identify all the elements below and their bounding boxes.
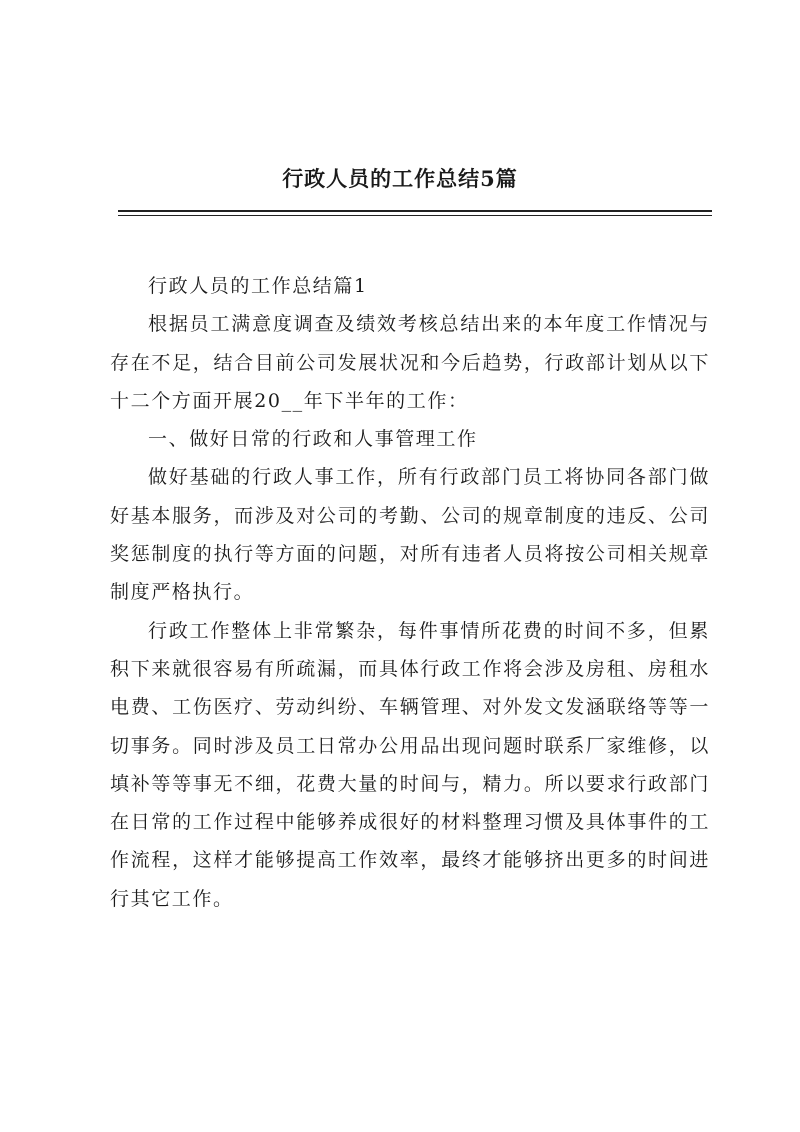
document-title: 行政人员的工作总结5篇 bbox=[282, 166, 518, 191]
title-divider bbox=[118, 210, 712, 216]
paragraph: 行政工作整体上非常繁杂，每件事情所花费的时间不多，但累积下来就很容易有所疏漏，而具体行政工作将会涉及房租、房租水电费、工伤医疗、劳动纠纷、车辆管理、对外发文发涵联络等等一切事务。同时涉及员工日常办公用品出现问题时联系厂家维修，以填补等等事无不细，花费大量的时间与，精力。所以要求行政部门在日常的工作过程中能够养成很好的材料整理习惯及具体事件的工作流程，这样才能够提高工作效率，最终才能够挤出更多的时间进行其它工作。 bbox=[110, 619, 710, 910]
section-heading: 行政人员的工作总结篇1 bbox=[148, 275, 368, 297]
subsection-heading: 一、做好日常的行政和人事管理工作 bbox=[148, 428, 478, 451]
paragraph: 做好基础的行政人事工作，所有行政部门员工将协同各部门做好基本服务，而涉及对公司的考勤、公司的规章制度的违反、公司奖惩制度的执行等方面的问题，对所有违者人员将按公司相关规章制度严格执行。 bbox=[110, 466, 710, 604]
paragraph-intro: 根据员工满意度调查及绩效考核总结出来的本年度工作情况与存在不足，结合目前公司发展状况和今后趋势，行政部计划从以下十二个方面开展20__年下半年的工作： bbox=[110, 313, 710, 412]
document-body bbox=[110, 267, 710, 918]
